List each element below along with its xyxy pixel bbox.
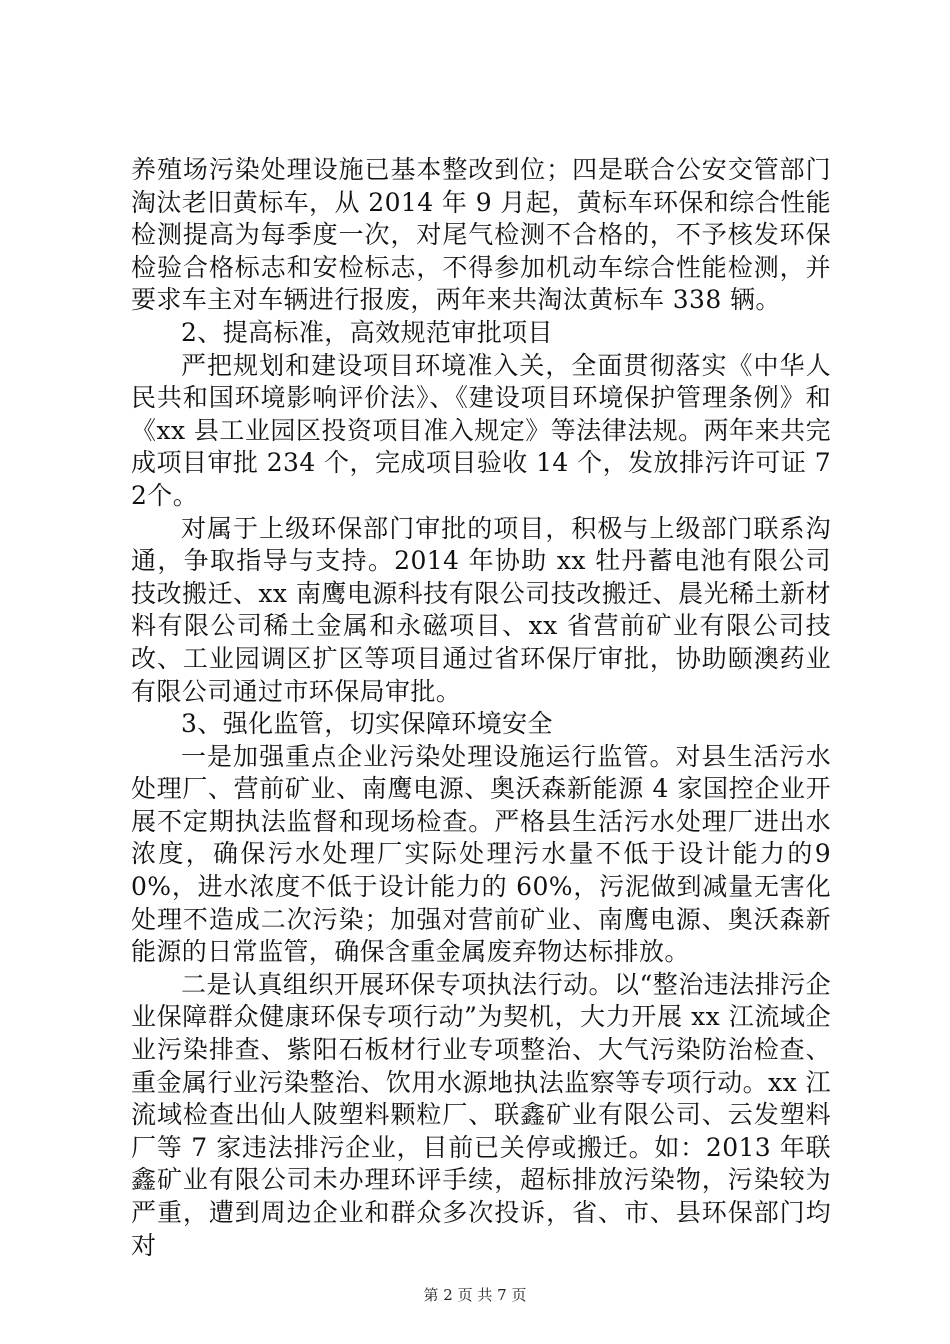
page-footer: 第 2 页 共 7 页 — [423, 1286, 527, 1304]
paragraph-3: 严把规划和建设项目环境准入关，全面贯彻落实《中华人民共和国环境影响评价法》、《建设项目环境保护管理条例》和《xx 县工业园区投资项目准入规定》等法律法规。两年来共完成项目审批 234 个，完成项目验收 14 个，发放排污许可证 72个。 — [131, 350, 831, 510]
paragraph-6: 一是加强重点企业污染处理设施运行监管。对县生活污水处理厂、营前矿业、南鹰电源、奥沃森新能源 4 家国控企业开展不定期执法监督和现场检查。严格县生活污水处理厂进出水浓度，确保污水处理厂实际处理污水量不低于设计能力的90%，进水浓度不低于设计能力的 60%，污泥做到减量无害化处理不造成二次污染；加强对营前矿业、南鹰电源、奥沃森新能源的日常监管，确保含重金属废弃物达标排放。 — [131, 741, 831, 967]
section-heading-2: 2、提高标准，高效规范审批项目 — [181, 317, 553, 347]
section-heading-3: 3、强化监管，切实保障环境安全 — [181, 709, 553, 739]
paragraph-7: 二是认真组织开展环保专项执法行动。以“整治违法排污企业保障群众健康环保专项行动”为契机，大力开展 xx 江流域企业污染排查、紫阳石板材行业专项整治、大气污染防治检查、重金属行业污染整治、饮用水源地执法监察等专项行动。xx 江流域检查出仙人陂塑料颗粒厂、联鑫矿业有限公司、云发塑料厂等 7 家违法排污企业，目前已关停或搬迁。如：2013 年联鑫矿业有限公司未办理环评手续，超标排放污染物，污染较为严重，遭到周边企业和群众多次投诉，省、市、县环保部门均对 — [131, 969, 831, 1260]
paragraph-4: 对属于上级环保部门审批的项目，积极与上级部门联系沟通，争取指导与支持。2014 年协助 xx 牡丹蓄电池有限公司技改搬迁、xx 南鹰电源科技有限公司技改搬迁、晨光稀土新材料有限公司稀土金属和永磁项目、xx 省营前矿业有限公司技改、工业园调区扩区等项目通过省环保厅审批，协助颐澳药业有限公司通过市环保局审批。 — [131, 513, 831, 706]
paragraph-1: 养殖场污染处理设施已基本整改到位；四是联合公安交管部门淘汰老旧黄标车，从 2014 年 9 月起，黄标车环保和综合性能检测提高为每季度一次，对尾气检测不合格的，不予核发环保检验合格标志和安检标志，不得参加机动车综合性能检测，并要求车主对车辆进行报废，两年来共淘汰黄标车 338 辆。 — [131, 155, 831, 315]
document-body — [131, 154, 831, 1262]
